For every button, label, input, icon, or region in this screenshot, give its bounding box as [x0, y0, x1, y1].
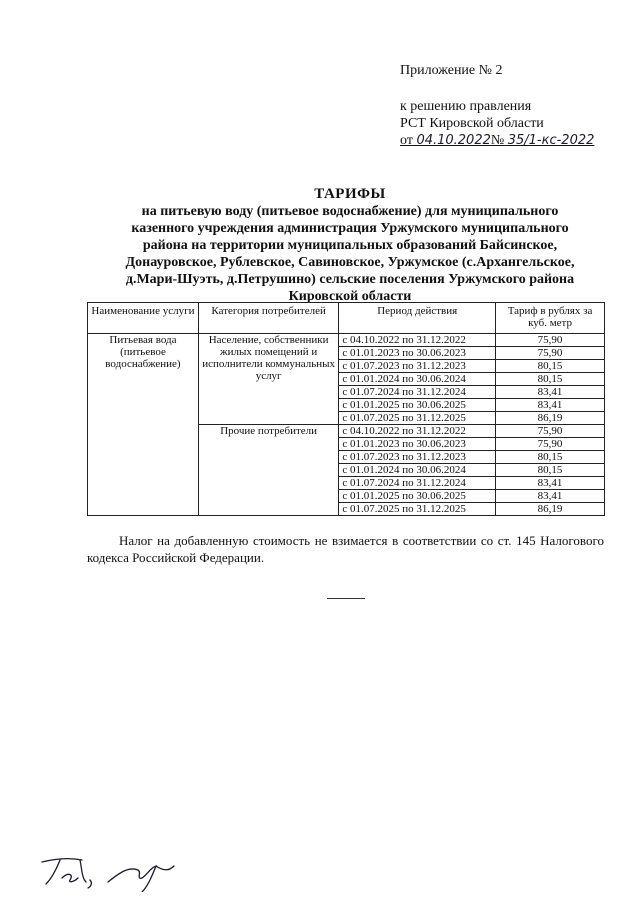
consumer-category-cell: Население, собственники жилых помещений и исполнители коммунальных услуг [198, 334, 338, 425]
end-rule [327, 598, 365, 599]
tariff-price-cell: 80,15 [496, 360, 605, 373]
period-cell: с 01.01.2024 по 30.06.2024 [339, 464, 496, 477]
decision-number: 35/1-кс-2022 [507, 133, 595, 148]
period-cell: с 04.10.2022 по 31.12.2022 [339, 425, 496, 438]
period-cell: с 01.07.2024 по 31.12.2024 [339, 386, 496, 399]
table-header-row [88, 303, 605, 334]
period-cell: с 01.01.2024 по 30.06.2024 [339, 373, 496, 386]
tariff-price-cell: 83,41 [496, 477, 605, 490]
consumer-category-cell: Прочие потребители [198, 425, 338, 516]
title-line-6: Кировской области [288, 289, 412, 304]
tariff-table-body [88, 334, 605, 516]
appendix-label: Приложение № 2 [400, 63, 503, 78]
vat-note: Налог на добавленную стоимость не взимается в соответствии со ст. 145 Налогового кодекса Российской Федерации. [87, 533, 604, 565]
period-cell: с 01.07.2023 по 31.12.2023 [339, 451, 496, 464]
tariff-price-cell: 75,90 [496, 425, 605, 438]
tariff-price-cell: 75,90 [496, 347, 605, 360]
period-cell: с 01.01.2025 по 30.06.2025 [339, 490, 496, 503]
decision-number-sign: № [490, 133, 505, 148]
tariff-price-cell: 83,41 [496, 386, 605, 399]
title-line-2: казенного учреждения администрация Уржумского муниципального [131, 221, 569, 236]
period-cell: с 01.07.2023 по 31.12.2023 [339, 360, 496, 373]
title-line-3: района на территории муниципальных образований Байсинское, [142, 238, 558, 253]
period-cell: с 01.01.2025 по 30.06.2025 [339, 399, 496, 412]
decision-line-1: к решению правления [400, 99, 532, 114]
tariff-price-cell: 80,15 [496, 373, 605, 386]
signature-icon [38, 852, 188, 892]
tariff-price-cell: 83,41 [496, 490, 605, 503]
decision-date: 04.10.2022 [416, 133, 491, 148]
decision-prefix: от [400, 133, 413, 148]
decision-line-2: РСТ Кировской области [400, 116, 544, 131]
period-cell: с 01.07.2025 по 31.12.2025 [339, 503, 496, 516]
tariff-price-cell: 75,90 [496, 334, 605, 347]
document-title [80, 186, 620, 305]
header-service-name: Наименование услуги [88, 303, 199, 334]
period-cell: с 01.01.2023 по 30.06.2023 [339, 438, 496, 451]
decision-line-3 [400, 132, 594, 149]
header-tariff-price: Тариф в рублях за куб. метр [496, 303, 605, 334]
tariff-table [87, 302, 605, 516]
period-cell: с 04.10.2022 по 31.12.2022 [339, 334, 496, 347]
title-line-1: на питьевую воду (питьевое водоснабжение) для муниципального [141, 204, 559, 219]
tariff-price-cell: 80,15 [496, 464, 605, 477]
period-cell: с 01.01.2023 по 30.06.2023 [339, 347, 496, 360]
tariff-price-cell: 75,90 [496, 438, 605, 451]
tariff-price-cell: 86,19 [496, 503, 605, 516]
title-line-5: д.Мари-Шуэть, д.Петрушино) сельские поселения Уржумского района [125, 272, 575, 287]
decision-reference [400, 98, 594, 149]
title-line-4: Донауровское, Рублевское, Савиновское, Уржумское (с.Архангельское, [125, 255, 575, 270]
tariff-price-cell: 83,41 [496, 399, 605, 412]
header-consumer-category: Категория потребителей [198, 303, 338, 334]
header-validity-period: Период действия [339, 303, 496, 334]
table-row [88, 334, 605, 347]
period-cell: с 01.07.2025 по 31.12.2025 [339, 412, 496, 425]
service-name-cell: Питьевая вода (питьевое водоснабжение) [88, 334, 199, 516]
period-cell: с 01.07.2024 по 31.12.2024 [339, 477, 496, 490]
title-main: ТАРИФЫ [314, 186, 386, 202]
tariff-price-cell: 86,19 [496, 412, 605, 425]
tariff-price-cell: 80,15 [496, 451, 605, 464]
